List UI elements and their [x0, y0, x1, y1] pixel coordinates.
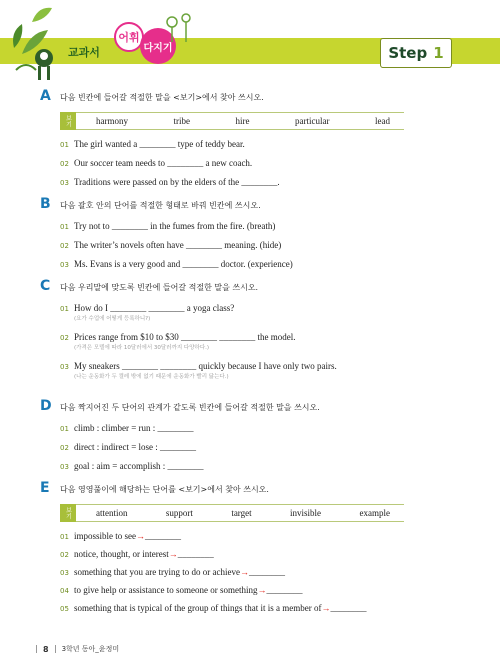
question-item	[60, 422, 460, 435]
section-letter: B	[40, 196, 51, 212]
page-number: 8	[43, 644, 49, 654]
section-instruction: 다음 짝지어진 두 단어의 관계가 같도록 빈칸에 들어갈 적절한 말을 쓰시오.	[60, 403, 320, 412]
word-bank-words	[76, 508, 404, 518]
question-item	[60, 157, 460, 170]
arrow-icon: →	[239, 567, 249, 577]
section-instruction: 다음 빈칸에 들어갈 적절한 말을 <보기>에서 찾아 쓰시오.	[60, 93, 264, 102]
question-item	[60, 530, 460, 543]
question-number: 02	[60, 160, 69, 168]
question-text: Traditions were passed on by the elders of the ________.	[74, 177, 280, 187]
step-number: 1	[433, 44, 444, 62]
word-bank-item: particular	[295, 116, 330, 126]
section-letter: E	[40, 480, 50, 496]
question-text: The writer’s novels often have ________ meaning. (hide)	[74, 240, 282, 250]
section-instruction: 다음 영영풀이에 해당하는 단어를 <보기>에서 찾아 쓰시오.	[60, 485, 269, 494]
question-translation: (요가 수업에 어떻게 등록하니?)	[74, 316, 151, 322]
answer-blank: ________	[330, 603, 367, 613]
question-number: 01	[60, 533, 69, 541]
answer-blank: ________	[145, 531, 181, 541]
word-bank-tag: 보기	[60, 504, 76, 522]
question-text: Prices range from $10 to $30 ________ ________ the model.	[74, 332, 296, 342]
question-number: 02	[60, 242, 69, 250]
question-item	[60, 460, 460, 473]
question-text: something that is typical of the group of things that it is a member of	[74, 603, 322, 613]
section-letter: A	[40, 88, 51, 104]
section-letter: C	[40, 278, 51, 294]
book-title: 3학년 동아_윤정미	[61, 645, 120, 653]
question-number: 03	[60, 363, 69, 371]
question-item	[60, 258, 460, 271]
question-item	[60, 602, 460, 615]
question-number: 03	[60, 179, 69, 187]
section-c	[40, 278, 460, 381]
arrow-icon: →	[136, 531, 145, 541]
word-bank-item: invisible	[290, 508, 322, 518]
brand-text: 교과서	[68, 46, 100, 59]
section-letter: D	[40, 398, 52, 414]
section-instruction: 다음 우리말에 맞도록 빈칸에 들어갈 적절한 말을 쓰시오.	[60, 283, 259, 292]
word-bank	[60, 504, 404, 522]
question-number: 01	[60, 305, 69, 313]
step-label: Step	[388, 44, 428, 62]
section-b-header	[40, 196, 460, 212]
question-number: 03	[60, 463, 69, 471]
word-bank-words	[76, 116, 404, 126]
question-number: 02	[60, 334, 69, 342]
section-d-header	[40, 398, 460, 414]
question-text: How do I ________ ________ a yoga class?	[74, 303, 235, 313]
question-item	[60, 220, 460, 233]
answer-blank: ________	[248, 567, 285, 577]
question-text: Our soccer team needs to ________ a new coach.	[74, 158, 253, 168]
question-item	[60, 548, 460, 561]
word-bank-item: attention	[96, 508, 128, 518]
word-bank-item: example	[359, 508, 390, 518]
word-bank-item: tribe	[173, 116, 190, 126]
question-item	[60, 239, 460, 252]
word-bank-item: harmony	[96, 116, 128, 126]
question-translation: (나는 운동화가 두 켤레 밖에 없기 때문에 운동화가 빨리 닳는다.)	[74, 374, 229, 380]
question-number: 01	[60, 141, 69, 149]
section-a	[40, 88, 460, 189]
arrow-icon: →	[321, 603, 331, 613]
flower-decoration-icon	[158, 8, 198, 48]
word-bank-item: hire	[235, 116, 250, 126]
section-instruction: 다음 괄호 안의 단어를 적절한 형태로 바꿔 빈칸에 쓰시오.	[60, 201, 261, 210]
question-number: 05	[60, 605, 69, 613]
question-number: 02	[60, 444, 69, 452]
word-bank-item: target	[231, 508, 252, 518]
question-number: 02	[60, 551, 69, 559]
question-text: notice, thought, or interest	[74, 549, 169, 559]
question-text: Try not to ________ in the fumes from the fire. (breath)	[74, 221, 276, 231]
word-bank	[60, 112, 404, 130]
word-bank-tag: 보기	[60, 112, 76, 130]
brand-logo	[8, 2, 208, 82]
section-c-header	[40, 278, 460, 294]
question-item	[60, 176, 460, 189]
question-text: to give help or assistance to someone or something	[74, 585, 258, 595]
question-number: 03	[60, 569, 69, 577]
page-footer	[36, 644, 119, 654]
question-text: The girl wanted a ________ type of teddy bear.	[74, 139, 245, 149]
section-e-header	[40, 480, 460, 496]
section-a-header	[40, 88, 460, 104]
bubble-practice: 다지기	[140, 28, 176, 64]
question-number: 04	[60, 587, 69, 595]
word-bank-item: lead	[374, 116, 390, 126]
question-text: something that you are trying to do or achieve	[74, 567, 240, 577]
question-number: 01	[60, 425, 69, 433]
word-bank-item: support	[165, 508, 193, 518]
section-d	[40, 398, 460, 473]
question-translation: (가격은 모델에 따라 10달러에서 30달러까지 다양하다.)	[74, 345, 210, 351]
question-item	[60, 360, 460, 373]
question-text: My sneakers ________ ________ quickly because I have only two pairs.	[74, 361, 337, 371]
question-text: goal : aim = accomplish : ________	[74, 461, 204, 471]
answer-blank: ________	[177, 549, 214, 559]
question-number: 01	[60, 223, 69, 231]
question-text: climb : climber = run : ________	[74, 423, 194, 433]
question-text: impossible to see	[74, 531, 136, 541]
section-b	[40, 196, 460, 271]
question-item	[60, 302, 460, 315]
leaf-decoration-icon	[8, 2, 68, 82]
question-item	[60, 331, 460, 344]
answer-blank: ________	[266, 585, 303, 595]
step-badge	[380, 38, 452, 68]
section-e	[40, 480, 460, 615]
footer-divider	[55, 645, 56, 653]
question-item	[60, 566, 460, 579]
page-header	[0, 0, 500, 90]
question-text: Ms. Evans is a very good and ________ doctor. (experience)	[74, 259, 293, 269]
question-item	[60, 441, 460, 454]
question-item	[60, 138, 460, 151]
footer-divider	[36, 645, 37, 653]
question-text: direct : indirect = lose : ________	[74, 442, 197, 452]
bubble-vocab: 어휘	[114, 22, 144, 52]
question-item	[60, 584, 460, 597]
question-number: 03	[60, 261, 69, 269]
arrow-icon: →	[168, 549, 178, 559]
arrow-icon: →	[257, 585, 267, 595]
